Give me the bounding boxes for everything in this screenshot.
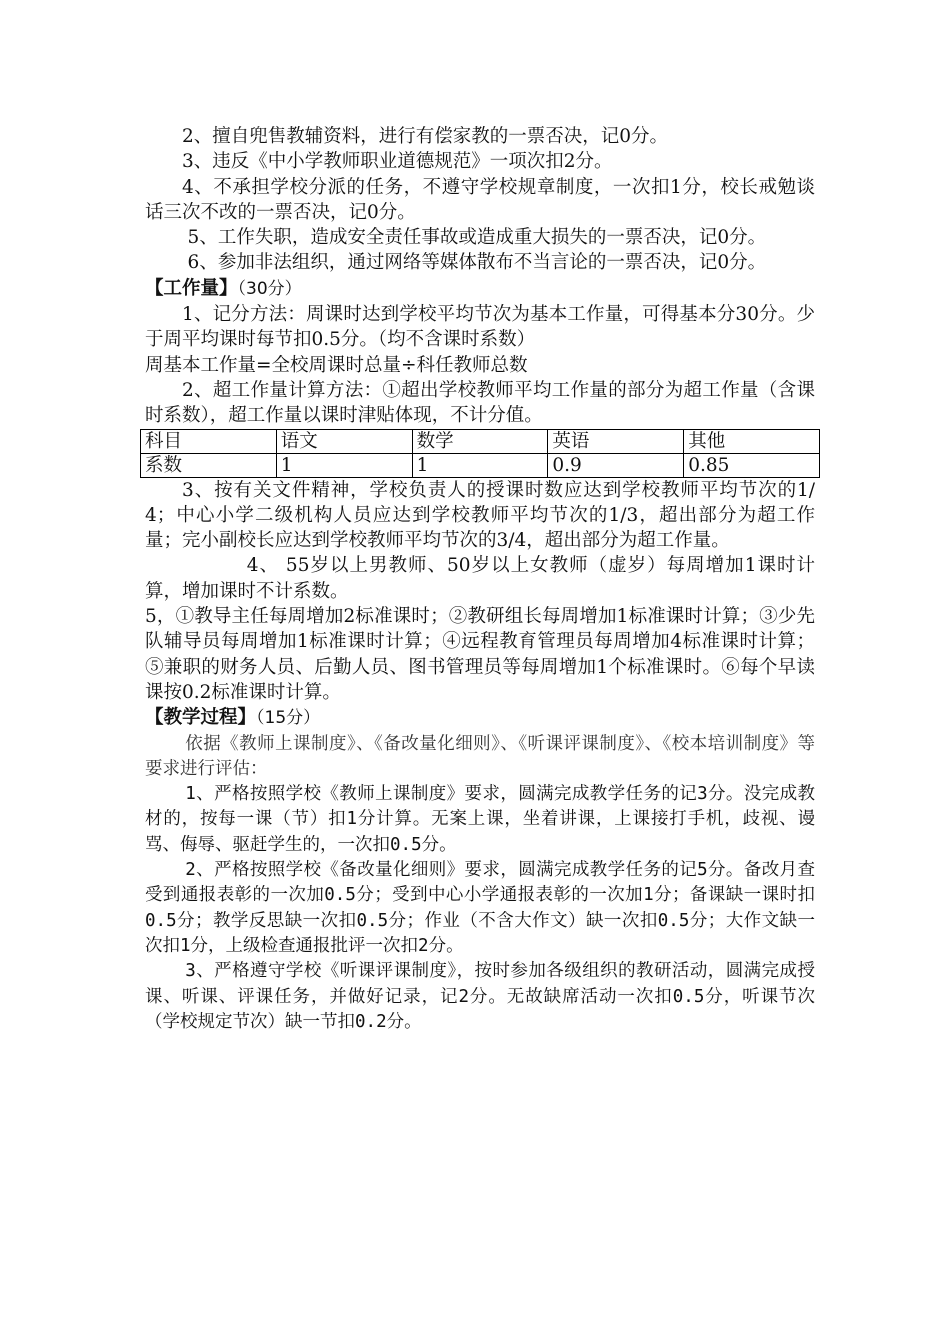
teaching-intro: 依据《教师上课制度》、《备改量化细则》、《听课评课制度》、《校本培训制度》等要求进行评估： (145, 733, 815, 779)
veto-item-3: 3、违反《中小学教师职业道德规范》一项次扣2分。 (182, 151, 613, 173)
workload-basic-formula: 周基本工作量=全校周课时总量÷科任教师总数 (145, 354, 528, 376)
workload-heading-score: （30分） (237, 278, 302, 299)
workload-extra-hours: 5，①教导主任每周增加2标准课时；②教研组长每周增加1标准课时计算；③少先队辅导员每周增加1标准课时计算；④远程教育管理员每周增加4标准课时计算；⑤兼职的财务人员、后勤人员、图书管理员等每周增加1个标准课时。⑥每个早读课按0.2标准课时计算。 (145, 606, 815, 703)
table-row (141, 453, 820, 477)
table-cell: 1 (276, 453, 412, 477)
table-cell: 0.9 (548, 453, 684, 477)
teaching-item-2: 2、严格按照学校《备改量化细则》要求，圆满完成教学任务的记5分。备改月查受到通报表彰的一次加0.5分；受到中心小学通报表彰的一次加1分；备课缺一课时扣0.5分；教学反思缺一次扣0.5分；作业（不含大作文）缺一次扣0.5分；大作文缺一次扣1分，上级检查通报批评一次扣2分。 (145, 860, 815, 956)
document-page (145, 124, 815, 1035)
workload-extra-method: 2、超工作量计算方法：①超出学校教师平均工作量的部分为超工作量（含课时系数），超工作量以课时津贴体现，不计分值。 (145, 379, 815, 427)
table-cell: 数学 (412, 429, 548, 453)
teaching-item-1: 1、严格按照学校《教师上课制度》要求，圆满完成教学任务的记3分。没完成教材的，按每一课（节）扣1分计算。无案上课，坐着讲课，上课接打手机，歧视、谩骂、侮辱、驱赶学生的，一次扣0.5分。 (145, 784, 815, 855)
teaching-heading-score: （15分） (256, 708, 321, 729)
veto-item-4: 4、不承担学校分派的任务，不遵守学校规章制度，一次扣1分，校长戒勉谈话三次不改的一票否决，记0分。 (145, 176, 815, 223)
veto-item-2: 2、擅自兜售教辅资料，进行有偿家教的一票否决，记0分。 (182, 126, 669, 147)
table-cell: 英语 (548, 429, 684, 453)
table-cell: 1 (412, 453, 548, 477)
table-cell: 系数 (141, 453, 277, 477)
teaching-heading-title: 【教学过程】 (145, 707, 257, 729)
veto-item-5: 5、工作失职，造成安全责任事故或造成重大损失的一票否决，记0分。 (187, 227, 767, 249)
teaching-heading (145, 705, 815, 731)
table-header-row (141, 429, 820, 453)
workload-senior-teachers: 4、 55岁以上男教师、50岁以上女教师（虚岁）每周增加1课时计算，增加课时不计系数。 (145, 555, 815, 602)
workload-heading-title: 【工作量】 (145, 277, 238, 299)
table-cell: 科目 (141, 429, 277, 453)
coefficient-table (140, 429, 820, 478)
workload-leader-hours: 3、按有关文件精神，学校负责人的授课时数应达到学校教师平均节次的1/4；中心小学二级机构人员应达到学校教师平均节次的1/3，超出部分为超工作量；完小副校长应达到学校教师平均节次的3/4，超出部分为超工作量。 (145, 479, 815, 552)
workload-heading (145, 276, 815, 302)
teaching-item-3: 3、严格遵守学校《听课评课制度》，按时参加各级组织的教研活动，圆满完成授课、听课、评课任务，并做好记录，记2分。无故缺席活动一次扣0.5分，听课节次（学校规定节次）缺一节扣0.2分。 (145, 961, 815, 1032)
workload-scoring-method: 1、记分方法：周课时达到学校平均节次为基本工作量，可得基本分30分。少于周平均课时每节扣0.5分。（均不含课时系数） (145, 304, 815, 351)
veto-item-6: 6、参加非法组织，通过网络等媒体散布不当言论的一票否决，记0分。 (187, 252, 767, 274)
table-cell: 语文 (276, 429, 412, 453)
table-cell: 其他 (684, 429, 820, 453)
table-cell: 0.85 (684, 453, 820, 477)
